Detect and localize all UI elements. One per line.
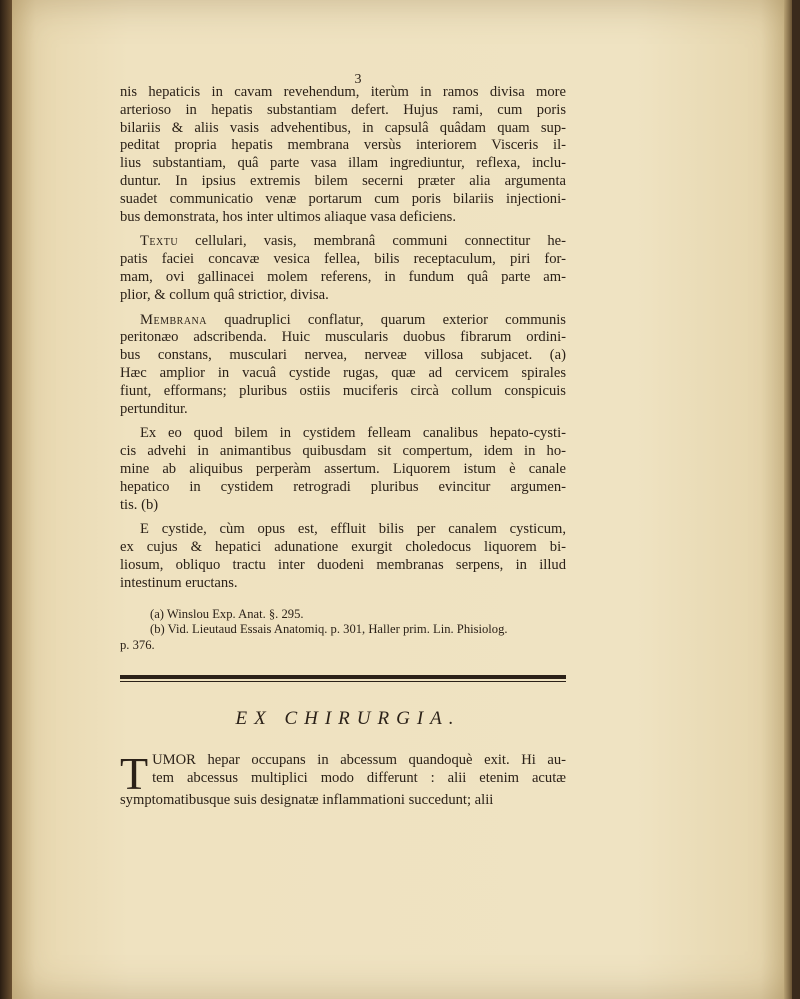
text-line: suadet communicatio venæ portarum cum poris bilariis injectioni-: [120, 190, 566, 207]
thick-rule: [120, 675, 566, 679]
text-fragment: E cystide, cùm opus est, effluit bilis per canalem cysticum,: [140, 521, 566, 538]
text-line: tem abcessus multiplici modo differunt : alii etenim acutæ: [152, 769, 566, 786]
text-fragment: Ex eo quod bilem in cystidem felleam canalibus hepato-cysti-: [140, 425, 566, 442]
text-fragment: quadruplici conflatur, quarum exterior communis: [206, 311, 566, 328]
thin-rule: [120, 681, 566, 682]
paragraph: [120, 84, 566, 226]
text-line: [120, 233, 566, 251]
footnote: p. 376.: [120, 637, 155, 652]
section-divider: [120, 675, 566, 682]
page-text: [120, 74, 566, 810]
text-line: [120, 425, 566, 443]
text-line: tis. (b): [120, 496, 159, 513]
text-line: mine ab aliquibus perperàm assertum. Liquorem istum è canale: [120, 460, 566, 477]
section-paragraph: [120, 748, 566, 810]
text-line: liosum, obliquo tractu inter duodeni membranas serpens, in illud: [120, 556, 566, 573]
footnotes: [120, 607, 566, 654]
footnote: (a) Winslou Exp. Anat. §. 295.: [150, 606, 304, 621]
paragraph: [120, 312, 566, 419]
text-line: symptomatibusque suis designatæ inflammationi succedunt; alii: [120, 792, 494, 809]
text-line: lius substantiam, quâ parte vasa illam ingrediuntur, reflexa, inclu-: [120, 155, 566, 172]
text-line: patis faciei concavæ vesica fellea, bilis receptaculum, piri for-: [120, 251, 566, 268]
text-line: duntur. In ipsius extremis bilem secerni præter alia argumenta: [120, 172, 566, 189]
text-line: intestinum eructans.: [120, 574, 238, 591]
text-line: UMOR hepar occupans in abcessum quandoquè exit. Hi au-: [152, 752, 566, 769]
section-heading: EX CHIRURGIA.: [235, 708, 461, 730]
binding-edge: [0, 0, 12, 999]
text-line: bus demonstrata, hos inter ultimos aliaque vasa deficiens.: [120, 208, 456, 225]
text-line: peritonæo adscribenda. Huic muscularis duobus fibrarum ordini-: [120, 329, 566, 346]
text-line: arterioso in hepatis substantiam defert. Hujus rami, cum poris: [120, 101, 566, 118]
text-line: [120, 312, 566, 330]
drop-cap: T: [120, 748, 149, 800]
lead-word: Textu: [140, 233, 179, 250]
text-line: Hæc amplior in vacuâ cystide rugas, quæ ad cervicem spirales: [120, 364, 566, 381]
paragraph: [120, 425, 566, 514]
text-line: ex cujus & hepatici adunatione exurgit choledocus liquorem bi-: [120, 539, 566, 556]
text-line: bilariis & aliis vasis advehentibus, in capsulâ quâdam quam sup-: [120, 119, 566, 136]
text-line: cis advehi in animantibus quibusdam sit compertum, idem in ho-: [120, 443, 566, 460]
text-line: [120, 521, 566, 539]
page-edge: [784, 0, 792, 999]
paragraph: [120, 521, 566, 592]
text-line: plior, & collum quâ strictior, divisa.: [120, 286, 329, 303]
text-line: fiunt, efformans; pluribus ostiis muciferis circà collum conspicuis: [120, 382, 566, 399]
text-line: bus constans, musculari nervea, nerveæ villosa subjacet. (a): [120, 347, 566, 364]
text-line: peditat propria hepatis membrana versùs interiorem Visceris il-: [120, 137, 566, 154]
text-line: hepatico in cystidem retrogradi pluribus evincitur argumen-: [120, 478, 566, 495]
text-fragment: cellulari, vasis, membranâ communi connectitur he-: [178, 233, 566, 250]
text-line: nis hepaticis in cavam revehendum, iterùm in ramos divisa more: [120, 84, 566, 100]
page-number: 3: [354, 72, 362, 87]
text-line: mam, ovi gallinacei molem referens, in fundum quâ parte am-: [120, 268, 566, 285]
lead-word: Membrana: [140, 311, 207, 328]
text-line: pertunditur.: [120, 400, 188, 417]
paragraph: [120, 233, 566, 304]
footnote: (b) Vid. Lieutaud Essais Anatomiq. p. 301, Haller prim. Lin. Phisiolog.: [150, 622, 508, 637]
